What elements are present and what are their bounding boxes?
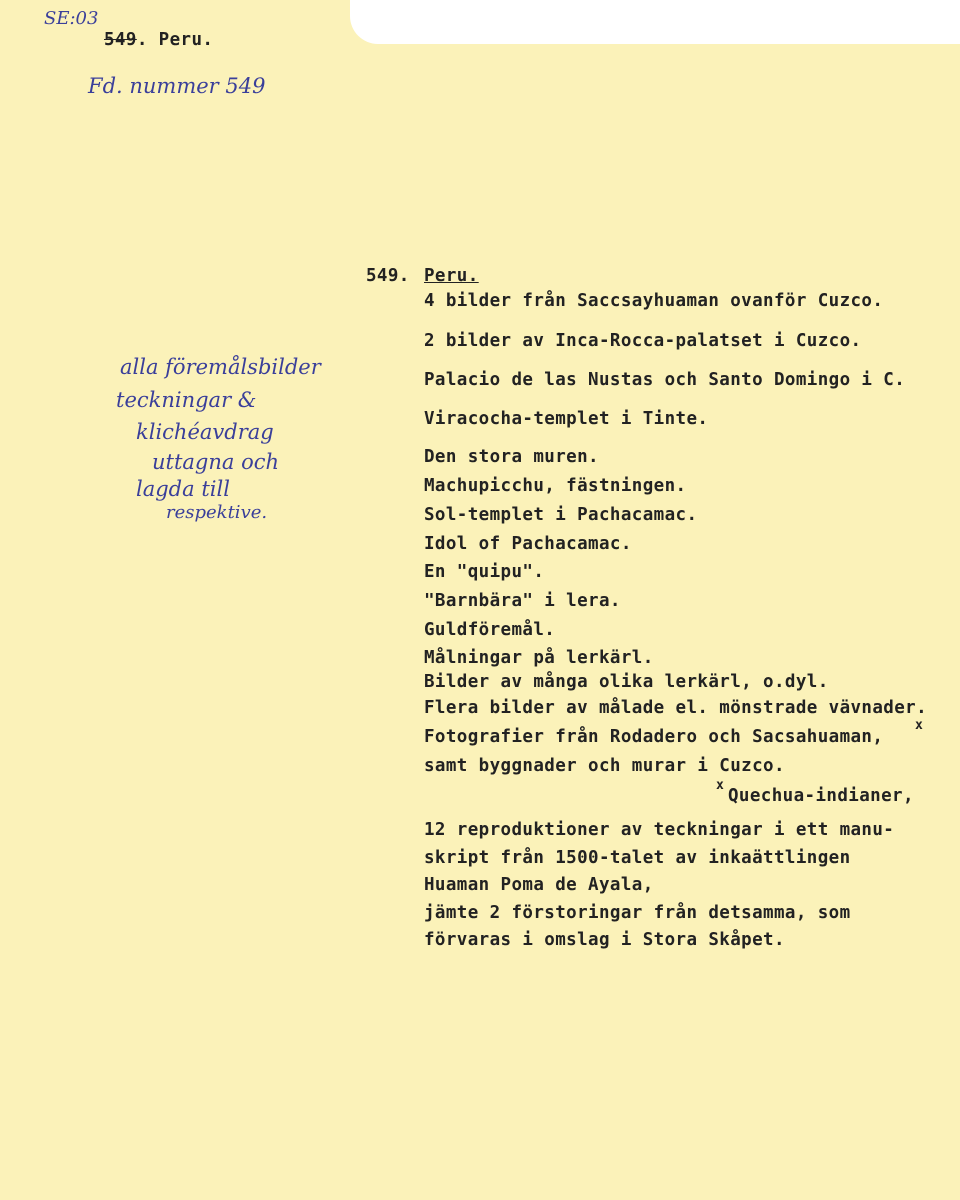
entry-line: Viracocha-templet i Tinte.	[424, 409, 709, 429]
entry-number: 549.	[366, 266, 410, 286]
entry-line: En "quipu".	[424, 562, 545, 582]
entry-heading: Peru.	[424, 266, 479, 286]
entry-line: Palacio de las Nustas och Santo Domingo i C.	[424, 370, 906, 390]
margin-note-line: klichéavdrag	[136, 420, 274, 444]
entry-line: Bilder av många olika lerkärl, o.dyl.	[424, 672, 829, 692]
entry-line: Sol-templet i Pachacamac.	[424, 505, 698, 525]
entry-line: Flera bilder av målade el. mönstrade vävnader.	[424, 698, 928, 718]
footnote-mark: x	[915, 718, 924, 733]
entry-line: 12 reproduktioner av teckningar i ett manu-	[424, 820, 895, 840]
margin-note-line: teckningar &	[116, 388, 257, 412]
margin-note-line: lagda till	[136, 477, 230, 501]
entry-line: Målningar på lerkärl.	[424, 648, 654, 668]
entry-line: Fotografier från Rodadero och Sacsahuaman,	[424, 727, 884, 747]
entry-line: skript från 1500-talet av inkaättlingen	[424, 848, 851, 868]
margin-note-line: respektive.	[166, 502, 268, 523]
footnote-mark: x	[716, 778, 725, 793]
archive-code: SE:03	[44, 8, 99, 29]
entry-line: 2 bilder av Inca-Rocca-palatset i Cuzco.	[424, 331, 862, 351]
entry-line: jämte 2 förstoringar från detsamma, som	[424, 903, 851, 923]
card-tab-cutout	[350, 0, 960, 44]
entry-line: Huaman Poma de Ayala,	[424, 875, 654, 895]
margin-note-line: alla föremålsbilder	[120, 355, 321, 379]
entry-line: förvaras i omslag i Stora Skåpet.	[424, 930, 785, 950]
entry-line: 4 bilder från Saccsayhuaman ovanför Cuzco.	[424, 291, 884, 311]
struck-number: 549	[104, 30, 137, 50]
footnote-text: Quechua-indianer,	[728, 786, 914, 806]
title-text: . Peru.	[136, 30, 214, 50]
card-title	[104, 30, 213, 50]
entry-line: Den stora muren.	[424, 447, 599, 467]
entry-line: Guldföremål.	[424, 620, 556, 640]
entry-line: Idol of Pachacamac.	[424, 534, 632, 554]
margin-note-line: uttagna och	[152, 450, 280, 474]
entry-line: "Barnbära" i lera.	[424, 591, 621, 611]
former-number-note: Fd. nummer 549	[88, 74, 266, 98]
entry-line: samt byggnader och murar i Cuzco.	[424, 756, 785, 776]
entry-line: Machupicchu, fästningen.	[424, 476, 687, 496]
